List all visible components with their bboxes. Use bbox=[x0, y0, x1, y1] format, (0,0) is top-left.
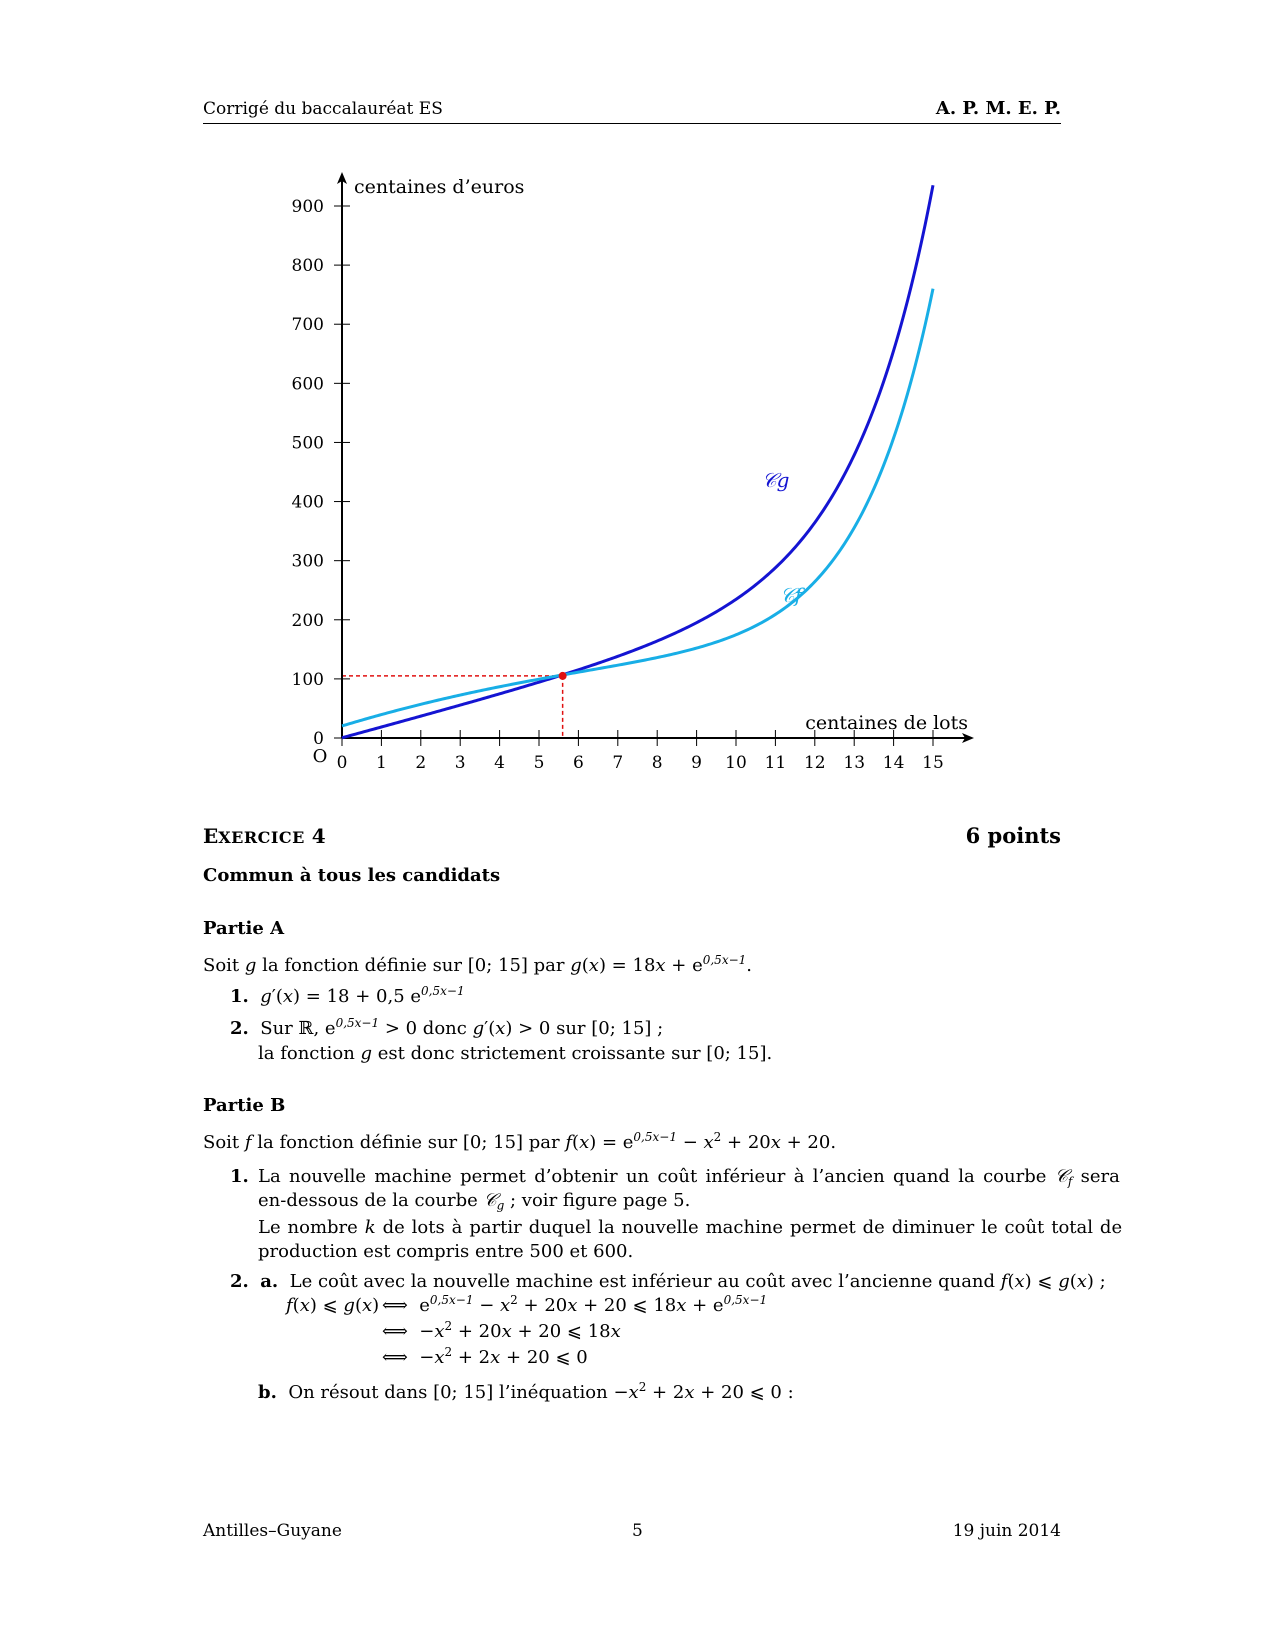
origin-label: O bbox=[312, 746, 328, 767]
y-axis-title: centaines d’euros bbox=[354, 176, 525, 198]
y-tick-label: 900 bbox=[291, 197, 324, 217]
exercise-title-rest: XERCICE bbox=[218, 828, 305, 847]
x-tick-label: 6 bbox=[572, 753, 584, 773]
curve-label-g: 𝒞g bbox=[762, 468, 790, 492]
x-tick-label: 13 bbox=[843, 753, 866, 773]
exercise-title bbox=[203, 824, 326, 848]
chart-axes bbox=[334, 172, 974, 746]
partA-q1: 1. g′(x) = 18 + 0,5 $e^{0,5x-1}$ bbox=[230, 983, 465, 1007]
y-tick-label: 700 bbox=[291, 315, 324, 336]
partA-q2: 2. Sur ℝ, $e^{0,5x-1} > 0$ donc g′(x) > 0 sur [0; 15] ; bbox=[230, 1015, 664, 1039]
y-tick-label: 300 bbox=[291, 551, 324, 572]
partB-q1: 1. La nouvelle machine permet d’obtenir un coût inférieur à l’ancien quand la courbe 𝒞$_f$ sera en-dessous de la courbe 𝒞$_g$ ; voir figure page 5. Le nombre k de lots à partir duquel la nouvelle machine permet de diminuer le coût total de production est compris entre 500 et 600. bbox=[230, 1166, 1123, 1262]
x-tick-label: 7 bbox=[612, 753, 624, 773]
partB-q2a: 2. a. Le coût avec la nouvelle machine est inférieur au coût avec l’ancienne quand f(x) ⩽ g(x) ; bbox=[230, 1271, 1106, 1292]
exercise-title-prefix: E bbox=[203, 824, 219, 848]
x-tick-label: 12 bbox=[803, 753, 826, 773]
exercise-subtitle: Commun à tous les candidats bbox=[203, 865, 501, 886]
partB-q2a-eq1: f(x) ⩽ g(x) bbox=[286, 1295, 380, 1316]
y-tick-label: 0 bbox=[313, 729, 324, 749]
partB-title: Partie B bbox=[203, 1095, 286, 1116]
partA-intro: Soit g la fonction définie sur [0; 15] par $g(x) = 18x + e^{0,5x-1}$. bbox=[203, 952, 753, 976]
exercise-number: 4 bbox=[311, 824, 326, 848]
partB-intro: Soit f la fonction définie sur [0; 15] par $f(x) = e^{0,5x-1} - x^2 + 20x + 20$. bbox=[203, 1129, 837, 1153]
curve-g bbox=[342, 185, 933, 738]
header-right: A. P. M. E. P. bbox=[935, 98, 1061, 119]
chart-labels bbox=[292, 176, 968, 773]
y-tick-label: 800 bbox=[291, 256, 324, 277]
partB-q2b: b. On résout dans [0; 15] l’inéquation $-x^2 + 2x + 20$ ⩽ 0 : bbox=[258, 1379, 794, 1403]
footer-right: 19 juin 2014 bbox=[952, 1521, 1061, 1541]
x-axis-title: centaines de lots bbox=[805, 712, 968, 734]
x-tick-label: 15 bbox=[922, 753, 944, 773]
chart-curves bbox=[342, 185, 933, 738]
x-tick-label: 14 bbox=[882, 753, 905, 773]
x-tick-label: 10 bbox=[725, 753, 747, 773]
y-tick-label: 200 bbox=[291, 610, 324, 631]
x-tick-label: 1 bbox=[375, 753, 387, 773]
x-tick-label: 5 bbox=[533, 753, 545, 773]
x-tick-label: 11 bbox=[764, 753, 787, 773]
partA-q2-line2: la fonction g est donc strictement croissante sur [0; 15]. bbox=[258, 1043, 773, 1064]
partB-q2a-eq3: ⟺ $-x^2 + 2x + 20$ ⩽ 0 bbox=[382, 1344, 588, 1368]
footer-left: Antilles–Guyane bbox=[203, 1521, 342, 1541]
x-tick-label: 0 bbox=[336, 753, 348, 773]
x-tick-label: 8 bbox=[651, 753, 663, 773]
x-tick-label: 4 bbox=[494, 753, 506, 773]
exercise-points: 6 points bbox=[965, 823, 1061, 848]
partB-q2a-eq2: ⟺ $-x^2 + 20x + 20$ ⩽ 18x bbox=[382, 1318, 621, 1342]
footer-page-number: 5 bbox=[632, 1521, 643, 1541]
x-tick-label: 3 bbox=[454, 753, 466, 773]
partB-q2a-eq1-rhs: ⟺ $e^{0,5x-1} - x^2 + 20x + 20$ ⩽ $18x + e^{0,5x-1}$ bbox=[382, 1292, 768, 1316]
curve-f bbox=[342, 289, 933, 726]
x-tick-label: 9 bbox=[691, 753, 703, 773]
y-tick-label: 500 bbox=[291, 433, 324, 454]
y-tick-label: 400 bbox=[291, 492, 324, 513]
cost-chart bbox=[0, 0, 1275, 800]
intersection-point bbox=[559, 672, 567, 680]
curve-label-f: 𝒞f bbox=[780, 583, 802, 607]
y-tick-label: 600 bbox=[291, 374, 324, 395]
header-left: Corrigé du baccalauréat ES bbox=[203, 99, 443, 119]
x-tick-label: 2 bbox=[415, 753, 427, 773]
y-tick-label: 100 bbox=[291, 669, 324, 690]
partA-title: Partie A bbox=[203, 918, 285, 939]
